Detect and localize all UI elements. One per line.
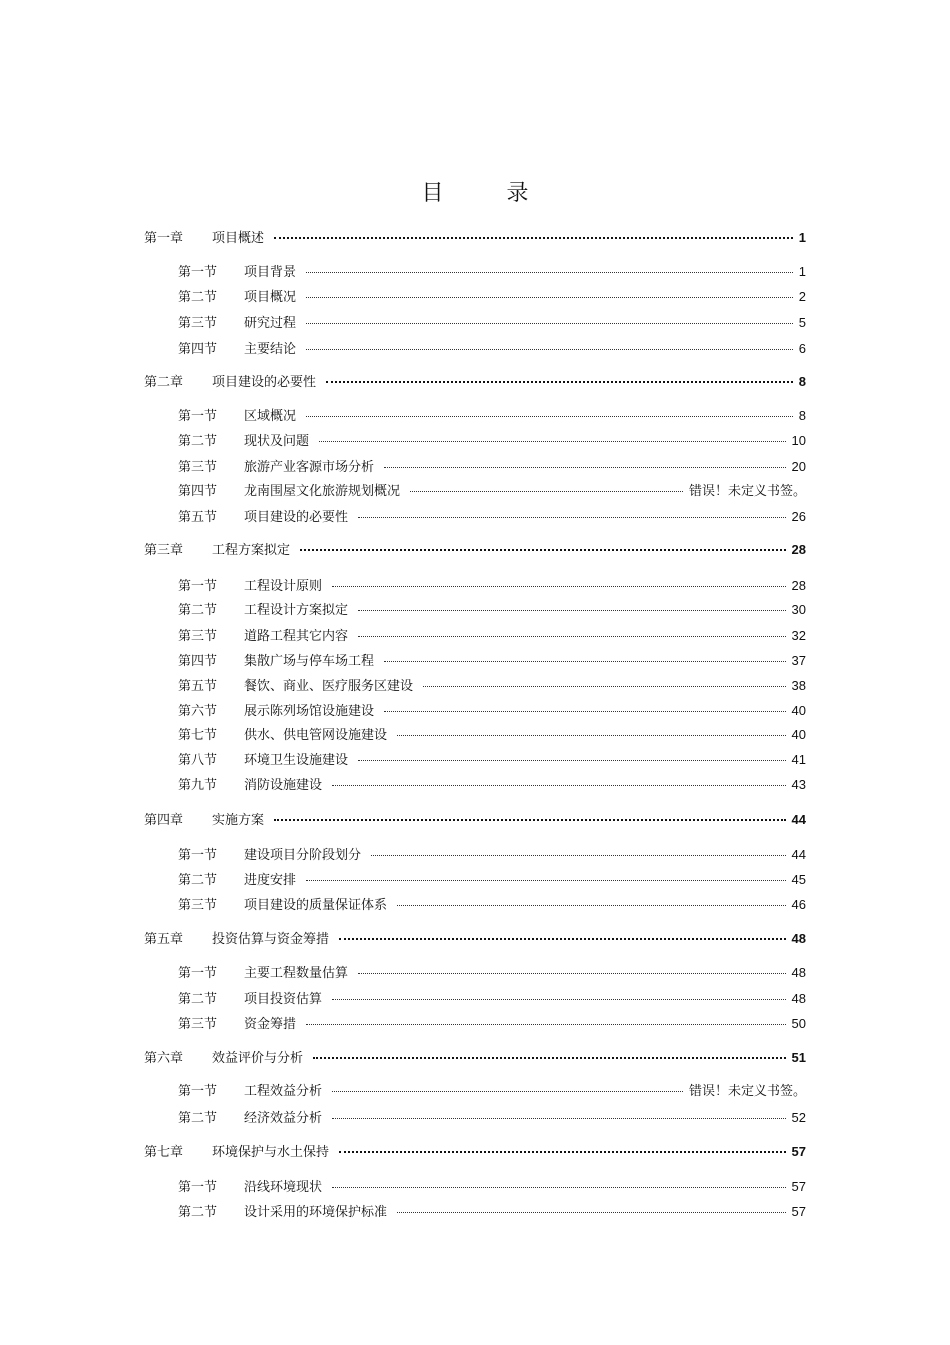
toc-section-entry[interactable] <box>178 846 806 865</box>
toc-section-entry[interactable] <box>178 263 806 282</box>
toc-entry-title: 资金筹措 <box>244 1017 297 1032</box>
toc-entry-number: 第三节 <box>178 1017 218 1032</box>
toc-section-entry[interactable] <box>178 726 806 745</box>
toc-entry-number: 第三节 <box>178 316 218 331</box>
toc-entry-title: 沿线环境现状 <box>244 1180 323 1195</box>
toc-entry-title: 展示陈列场馆设施建设 <box>244 704 375 719</box>
toc-entry-title: 消防设施建设 <box>244 778 323 793</box>
toc-entry-title: 集散广场与停车场工程 <box>244 654 375 669</box>
toc-entry-number: 第四章 <box>144 813 184 828</box>
toc-dot-leader <box>332 1091 683 1092</box>
toc-dot-leader <box>306 272 793 273</box>
toc-chapter-entry[interactable] <box>144 1143 806 1162</box>
toc-entry-page: 错误！未定义书签。 <box>688 1084 806 1099</box>
toc-entry-page: 52 <box>791 1110 806 1125</box>
toc-entry-title: 主要工程数量估算 <box>244 966 349 981</box>
toc-entry-number: 第二章 <box>144 375 184 390</box>
toc-dot-leader <box>358 517 786 518</box>
toc-entry-title: 道路工程其它内容 <box>244 629 349 644</box>
toc-dot-leader <box>274 237 793 239</box>
toc-entry-number: 第二节 <box>178 873 218 888</box>
toc-dot-leader <box>384 661 786 662</box>
toc-entry-page: 错误！未定义书签。 <box>688 484 806 499</box>
toc-dot-leader <box>306 880 786 881</box>
toc-entry-number: 第五节 <box>178 510 218 525</box>
toc-entry-page: 50 <box>791 1016 806 1031</box>
toc-entry-title: 工程设计方案拟定 <box>244 603 349 618</box>
toc-section-entry[interactable] <box>178 314 806 333</box>
toc-dot-leader <box>339 938 786 940</box>
toc-entry-page: 32 <box>791 628 806 643</box>
toc-entry-page: 20 <box>791 459 806 474</box>
toc-entry-number: 第二节 <box>178 1111 218 1126</box>
toc-entry-page: 28 <box>791 542 806 557</box>
toc-entry-title: 经济效益分析 <box>244 1111 323 1126</box>
toc-dot-leader <box>326 381 793 383</box>
toc-entry-title: 现状及问题 <box>244 434 310 449</box>
toc-entry-title: 主要结论 <box>244 342 297 357</box>
toc-entry-title: 环境保护与水土保持 <box>212 1145 330 1160</box>
toc-dot-leader <box>332 785 786 786</box>
toc-entry-page: 57 <box>791 1204 806 1219</box>
toc-entry-page: 28 <box>791 578 806 593</box>
toc-dot-leader <box>384 711 786 712</box>
toc-dot-leader <box>339 1151 786 1153</box>
toc-entry-page: 5 <box>798 315 806 330</box>
toc-section-entry[interactable] <box>178 432 806 451</box>
toc-entry-number: 第一节 <box>178 848 218 863</box>
toc-entry-title: 环境卫生设施建设 <box>244 753 349 768</box>
toc-entry-number: 第一节 <box>178 409 218 424</box>
toc-entry-page: 41 <box>791 752 806 767</box>
toc-dot-leader <box>423 686 786 687</box>
toc-section-entry[interactable] <box>178 964 806 983</box>
toc-entry-number: 第七章 <box>144 1145 184 1160</box>
toc-entry-page: 44 <box>791 847 806 862</box>
toc-chapter-entry[interactable] <box>144 541 806 560</box>
toc-entry-page: 37 <box>791 653 806 668</box>
toc-entry-title: 研究过程 <box>244 316 297 331</box>
toc-entry-page: 30 <box>791 602 806 617</box>
toc-dot-leader <box>332 1118 786 1119</box>
toc-section-entry[interactable] <box>178 601 806 620</box>
toc-entry-number: 第五节 <box>178 679 218 694</box>
toc-section-entry[interactable] <box>178 751 806 770</box>
toc-entry-number: 第八节 <box>178 753 218 768</box>
toc-entry-page: 48 <box>791 965 806 980</box>
toc-chapter-entry[interactable] <box>144 229 806 248</box>
toc-section-entry[interactable] <box>178 871 806 890</box>
toc-entry-title: 区域概况 <box>244 409 297 424</box>
toc-dot-leader <box>332 1187 786 1188</box>
toc-entry-page: 38 <box>791 678 806 693</box>
toc-entry-title: 工程设计原则 <box>244 579 323 594</box>
toc-dot-leader <box>332 999 786 1000</box>
toc-title: 目 录 <box>421 181 557 206</box>
toc-section-entry[interactable] <box>178 677 806 696</box>
toc-entry-page: 10 <box>791 433 806 448</box>
toc-entry-title: 餐饮、商业、医疗服务区建设 <box>244 679 414 694</box>
toc-entry-page: 48 <box>791 931 806 946</box>
toc-dot-leader <box>397 735 786 736</box>
toc-entry-page: 1 <box>798 264 806 279</box>
toc-dot-leader <box>306 323 793 324</box>
toc-dot-leader <box>274 819 786 821</box>
toc-entry-title: 龙南围屋文化旅游规划概况 <box>244 484 401 499</box>
toc-entry-page: 48 <box>791 991 806 1006</box>
toc-entry-page: 57 <box>791 1179 806 1194</box>
toc-dot-leader <box>397 905 786 906</box>
toc-entry-number: 第三节 <box>178 460 218 475</box>
toc-entry-page: 46 <box>791 897 806 912</box>
toc-section-entry[interactable] <box>178 1203 806 1222</box>
toc-entry-number: 第四节 <box>178 654 218 669</box>
toc-dot-leader <box>313 1057 786 1059</box>
toc-section-entry[interactable] <box>178 627 806 646</box>
toc-entry-page: 8 <box>798 374 806 389</box>
toc-entry-number: 第三节 <box>178 629 218 644</box>
toc-dot-leader <box>371 855 786 856</box>
toc-section-entry[interactable] <box>178 288 806 307</box>
toc-entry-number: 第一章 <box>144 231 184 246</box>
toc-entry-page: 45 <box>791 872 806 887</box>
toc-entry-number: 第一节 <box>178 966 218 981</box>
toc-dot-leader <box>306 416 793 417</box>
toc-dot-leader <box>332 586 786 587</box>
toc-dot-leader <box>306 297 793 298</box>
toc-section-entry[interactable] <box>178 776 806 795</box>
toc-section-entry[interactable] <box>178 652 806 671</box>
toc-section-entry[interactable] <box>178 407 806 426</box>
toc-entry-number: 第一节 <box>178 265 218 280</box>
toc-entry-number: 第一节 <box>178 579 218 594</box>
toc-entry-page: 40 <box>791 727 806 742</box>
toc-entry-title: 项目建设的必要性 <box>212 375 317 390</box>
toc-dot-leader <box>384 467 786 468</box>
toc-dot-leader <box>358 973 786 974</box>
toc-dot-leader <box>358 636 786 637</box>
toc-entry-page: 51 <box>791 1050 806 1065</box>
toc-entry-number: 第四节 <box>178 484 218 499</box>
toc-entry-title: 项目背景 <box>244 265 297 280</box>
toc-entry-page: 8 <box>798 408 806 423</box>
toc-section-entry[interactable] <box>178 1178 806 1197</box>
toc-chapter-entry[interactable] <box>144 930 806 949</box>
toc-section-entry[interactable] <box>178 1083 806 1101</box>
toc-entry-number: 第三章 <box>144 543 184 558</box>
toc-entry-page: 2 <box>798 289 806 304</box>
toc-entry-page: 6 <box>798 341 806 356</box>
toc-entry-page: 57 <box>791 1144 806 1159</box>
toc-section-entry[interactable] <box>178 458 806 477</box>
toc-dot-leader <box>306 1024 786 1025</box>
toc-entry-title: 项目建设的质量保证体系 <box>244 898 388 913</box>
toc-entry-number: 第二节 <box>178 603 218 618</box>
toc-entry-number: 第七节 <box>178 728 218 743</box>
toc-entry-number: 第五章 <box>144 932 184 947</box>
toc-chapter-entry[interactable] <box>144 373 806 392</box>
toc-entry-number: 第四节 <box>178 342 218 357</box>
toc-entry-title: 项目建设的必要性 <box>244 510 349 525</box>
toc-section-entry[interactable] <box>178 577 806 596</box>
toc-entry-number: 第六章 <box>144 1051 184 1066</box>
toc-entry-title: 建设项目分阶段划分 <box>244 848 362 863</box>
toc-entry-title: 投资估算与资金筹措 <box>212 932 330 947</box>
toc-section-entry[interactable] <box>178 508 806 527</box>
toc-entry-number: 第六节 <box>178 704 218 719</box>
toc-entry-title: 项目概况 <box>244 290 297 305</box>
toc-entry-title: 供水、供电管网设施建设 <box>244 728 388 743</box>
toc-section-entry[interactable] <box>178 340 806 359</box>
toc-dot-leader <box>358 610 786 611</box>
toc-entry-page: 44 <box>791 812 806 827</box>
toc-dot-leader <box>300 549 786 551</box>
toc-entry-title: 项目概述 <box>212 231 265 246</box>
toc-section-entry[interactable] <box>178 990 806 1009</box>
toc-section-entry[interactable] <box>178 1109 806 1128</box>
toc-section-entry[interactable] <box>178 896 806 915</box>
toc-dot-leader <box>358 760 786 761</box>
toc-entry-page: 43 <box>791 777 806 792</box>
toc-chapter-entry[interactable] <box>144 1049 806 1068</box>
toc-dot-leader <box>319 441 786 442</box>
toc-entry-title: 实施方案 <box>212 813 265 828</box>
toc-entry-title: 进度安排 <box>244 873 297 888</box>
toc-entry-page: 26 <box>791 509 806 524</box>
toc-entry-title: 效益评价与分析 <box>212 1051 304 1066</box>
toc-dot-leader <box>306 349 793 350</box>
toc-dot-leader <box>410 491 683 492</box>
toc-entry-number: 第二节 <box>178 1205 218 1220</box>
toc-entry-number: 第九节 <box>178 778 218 793</box>
toc-entry-number: 第二节 <box>178 290 218 305</box>
toc-entry-number: 第一节 <box>178 1180 218 1195</box>
toc-entry-page: 1 <box>798 230 806 245</box>
toc-entry-number: 第一节 <box>178 1084 218 1099</box>
toc-entry-title: 设计采用的环境保护标准 <box>244 1205 388 1220</box>
toc-section-entry[interactable] <box>178 483 806 501</box>
toc-section-entry[interactable] <box>178 1015 806 1034</box>
toc-entry-title: 旅游产业客源市场分析 <box>244 460 375 475</box>
toc-entry-number: 第三节 <box>178 898 218 913</box>
toc-entry-title: 项目投资估算 <box>244 992 323 1007</box>
toc-section-entry[interactable] <box>178 702 806 721</box>
toc-entry-title: 工程方案拟定 <box>212 543 291 558</box>
toc-entry-title: 工程效益分析 <box>244 1084 323 1099</box>
toc-entry-page: 40 <box>791 703 806 718</box>
toc-chapter-entry[interactable] <box>144 811 806 830</box>
toc-entry-number: 第二节 <box>178 434 218 449</box>
toc-entry-number: 第二节 <box>178 992 218 1007</box>
toc-dot-leader <box>397 1212 786 1213</box>
